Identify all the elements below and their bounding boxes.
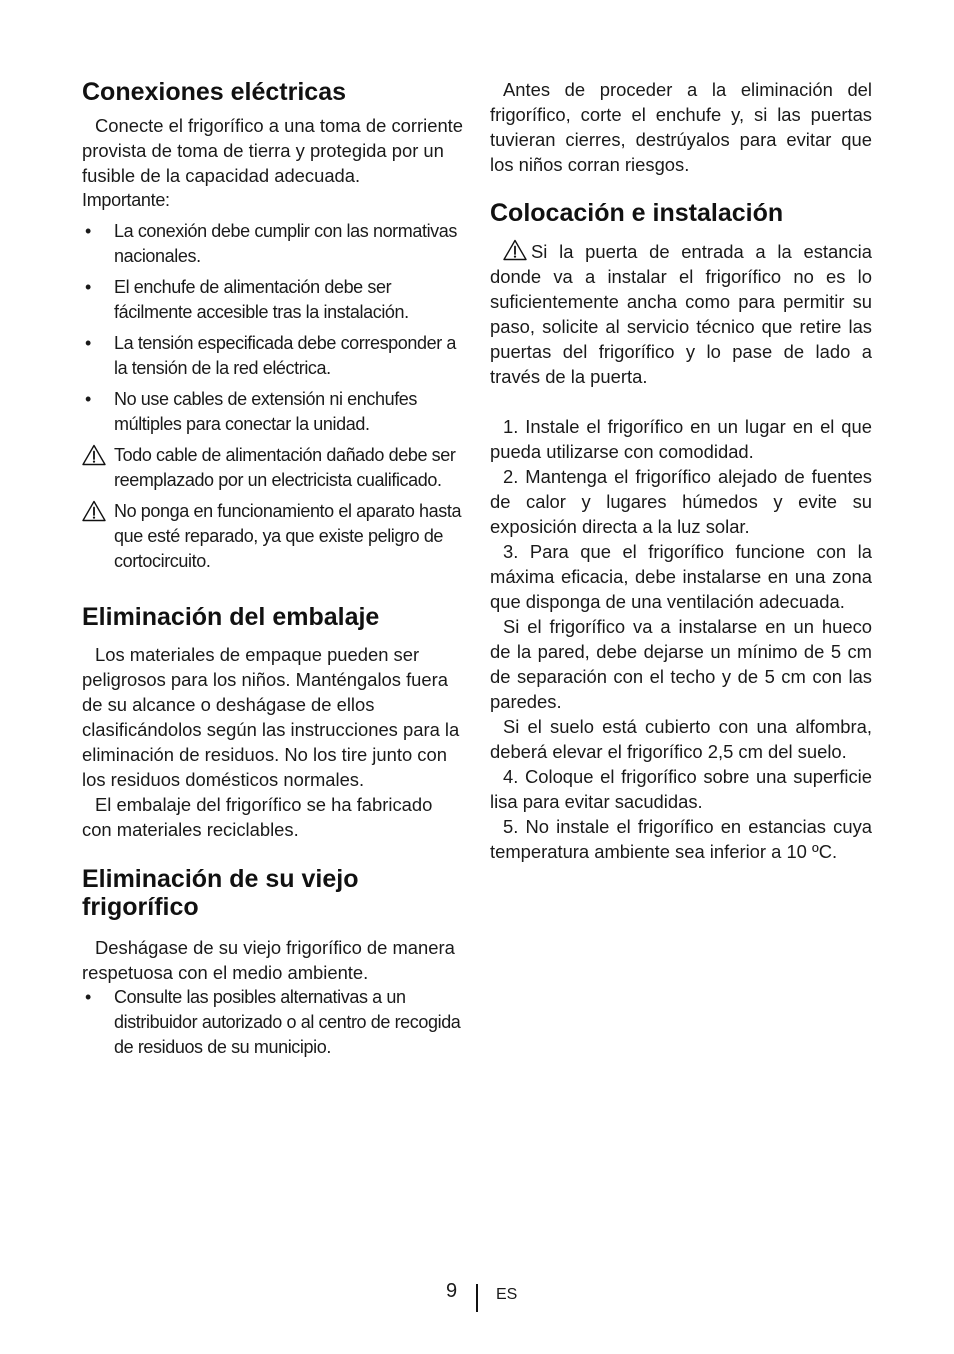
list-item: • Consulte las posibles alternativas a un distribuidor autorizado o al centro de recogida de residuos de su municipio.	[85, 987, 461, 1057]
page-number: 9	[446, 1280, 458, 1302]
heading-viejo-line1: Eliminación de su viejo	[82, 865, 359, 893]
embalaje-p1: Los materiales de empaque pueden ser peligrosos para los niños. Manténgalos fuera de su alcance o deshágase de ellos clasificándolos según las instrucciones para la eliminación de residuos. No los tire junto con los residuos domésticos normales.	[82, 644, 460, 790]
bullet-icon: •	[85, 333, 91, 353]
bullet-icon: •	[85, 389, 91, 409]
warning-triangle-icon	[503, 239, 527, 261]
bullet-icon: •	[85, 987, 91, 1007]
antes-paragraph: Antes de proceder a la eliminación del frigorífico, corte el enchufe y, si las puertas tuvieran cierres, destrúyalos para evitar que los niños corran riesgos.	[490, 79, 872, 175]
step-1: 1. Instale el frigorífico en un lugar en el que pueda utilizarse con comodidad.	[490, 416, 872, 462]
right-column	[490, 0, 872, 864]
conexiones-intro: Conecte el frigorífico a una toma de corriente provista de toma de tierra y protegida por un fusible de la capacidad adecuada.	[82, 115, 464, 186]
warning-triangle-icon	[82, 444, 106, 466]
viejo-p1: Deshágase de su viejo frigorífico de manera respetuosa con el medio ambiente.	[82, 937, 455, 983]
step-4: 4. Coloque el frigorífico sobre una superficie lisa para evitar sacudidas.	[490, 766, 872, 812]
conexiones-bullets	[82, 219, 466, 437]
embalaje-p2: El embalaje del frigorífico se ha fabricado con materiales reciclables.	[82, 794, 433, 840]
heading-conexiones: Conexiones eléctricas	[82, 78, 347, 106]
step-hueco: Si el frigorífico va a instalarse en un hueco de la pared, debe dejarse un mínimo de 5 cm de separación con el techo y de 5 cm con las paredes.	[490, 616, 872, 712]
step-alfombra: Si el suelo está cubierto con una alfombra, deberá elevar el frigorífico 2,5 cm del suelo.	[490, 716, 872, 762]
step-2: 2. Mantenga el frigorífico alejado de fuentes de calor y lugares húmedos y evite su exposición directa a la luz solar.	[490, 466, 872, 537]
colocacion-warning: Si la puerta de entrada a la estancia donde va a instalar el frigorífico no es lo suficientemente ancha como para permitir su paso, solicite al servicio técnico que retire las puertas del frigorífico y lo pase de lado a través de la puerta.	[490, 241, 872, 387]
list-item: • El enchufe de alimentación debe ser fácilmente accesible tras la instalación.	[85, 277, 409, 322]
heading-colocacion: Colocación e instalación	[490, 199, 784, 227]
bullet-icon: •	[85, 221, 91, 241]
colocacion-steps	[490, 414, 872, 864]
warning-cortocircuito: No ponga en funcionamiento el aparato hasta que esté reparado, ya que existe peligro de cortocircuito.	[82, 499, 466, 574]
list-item: • La conexión debe cumplir con las normativas nacionales.	[85, 221, 457, 266]
heading-embalaje: Eliminación del embalaje	[82, 603, 380, 631]
importante-label: Importante:	[82, 190, 170, 210]
warning-triangle-icon	[82, 500, 106, 522]
heading-viejo-line2: frigorífico	[82, 893, 199, 921]
bullet-icon: •	[85, 277, 91, 297]
heading-viejo	[82, 865, 466, 921]
footer-divider	[476, 1284, 478, 1312]
warning-cable: Todo cable de alimentación dañado debe ser reemplazado por un electricista cualificado.	[82, 443, 466, 493]
step-5: 5. No instale el frigorífico en estancias cuya temperatura ambiente sea inferior a 10 ºC.	[490, 816, 872, 862]
viejo-bullets	[82, 985, 466, 1060]
list-item: • No use cables de extensión ni enchufes múltiples para conectar la unidad.	[85, 389, 418, 434]
list-item: • La tensión especificada debe corresponder a la tensión de la red eléctrica.	[85, 333, 457, 378]
left-column	[82, 0, 466, 1060]
language-code: ES	[496, 1286, 518, 1303]
step-3: 3. Para que el frigorífico funcione con la máxima eficacia, debe instalarse en una zona que disponga de una ventilación adecuada.	[490, 541, 872, 612]
